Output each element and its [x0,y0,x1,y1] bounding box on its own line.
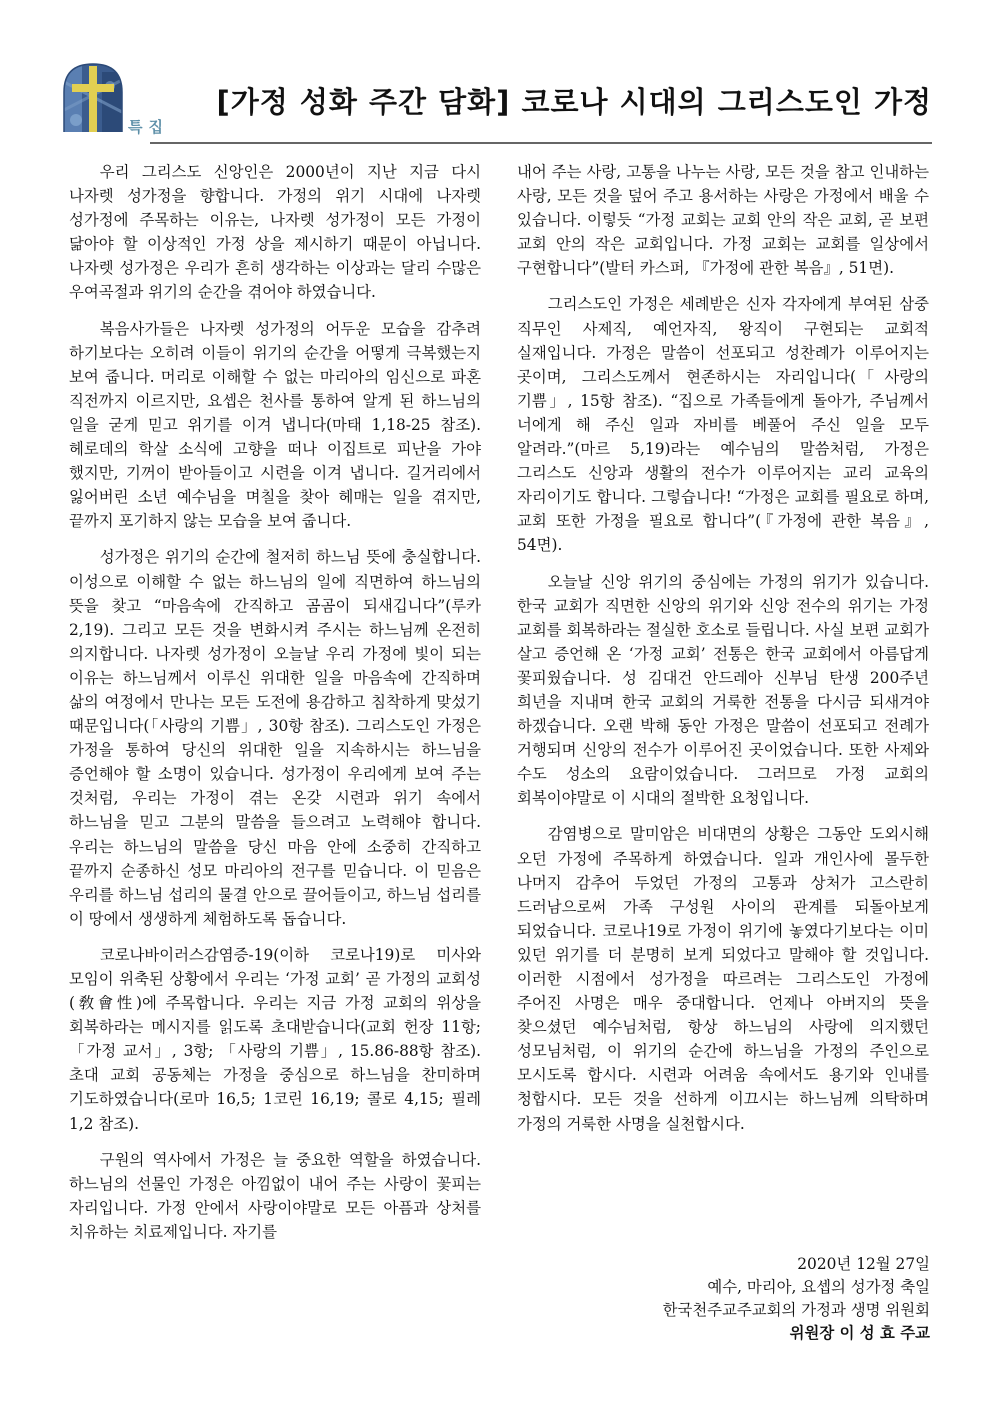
page-title: [가정 성화 주간 담화] 코로나 시대의 그리스도인 가정 [216,85,932,119]
paragraph: 성가정은 위기의 순간에 철저히 하느님 뜻에 충실합니다. 이성으로 이해할 수 없는 하느님의 일에 직면하여 하느님의 뜻을 찾고 “마음속에 간직하고 곰곰이 되새깁니다”(루카 2,19). 그리고 모든 것을 변화시켜 주시는 하느님께 온전히 의지합니다. 나자렛 성가정이 오늘날 우리 가정에 빛이 되는 이유는 하느님께서 이루신 위대한 일을 마음속에 간직하며 삶의 여정에서 만나는 모든 도전에 용감하고 침착하게 맞섰기 때문입니다(「사랑의 기쁨」, 30항 참조). 그리스도인 가정은 가정을 통하여 당신의 위대한 일을 지속하시는 하느님을 증언해야 할 소명이 있습니다. 성가정이 우리에게 보여 주는 것처럼, 우리는 가정이 겪는 온갖 시련과 위기 속에서 하느님을 믿고 그분의 말씀을 들으려고 노력해야 합니다. 우리는 하느님의 말씀을 당신 마음 안에 소중히 간직하고 끝까지 순종하신 성모 마리아의 전구를 믿습니다. 이 믿음은 우리를 하느님 섭리의 물결 안으로 끌어들이고, 하느님 섭리를 이 땅에서 생생하게 체험하도록 돕습니다. [69,548,481,928]
paragraph-continuation: 내어 주는 사랑, 고통을 나누는 사랑, 모든 것을 참고 인내하는 사랑, 모든 것을 덮어 주고 용서하는 사랑은 가정에서 배울 수 있습니다. 이렇듯 “가정 교회는 교회 안의 작은 교회, 곧 보편 교회 안의 작은 교회입니다. 가정 교회는 교회를 일상에서 구현합니다”(발터 카스퍼, 『가정에 관한 복음』, 51면). [517,163,929,278]
signature-feast: 예수, 마리아, 요셉의 성가정 축일 [707,1278,930,1296]
signature-block [663,1253,930,1345]
page-header [62,62,932,152]
signature-committee: 한국천주교주교회의 가정과 생명 위원회 [662,1301,930,1319]
article-body [69,152,929,1252]
title-divider [150,142,932,144]
right-column [517,160,929,1148]
paragraph: 구원의 역사에서 가정은 늘 중요한 역할을 하였습니다. 하느님의 선물인 가정은 아낌없이 내어 주는 사랑이 꽃피는 자리입니다. 가정 안에서 사랑이야말로 모든 아픔과 상처를 치유하는 치료제입니다. 자기를 [69,1150,481,1241]
left-column [69,160,481,1256]
signature-signer: 위원장 이 성 효 주교 [789,1324,930,1342]
paragraph: 코로나바이러스감염증-19(이하 코로나19)로 미사와 모임이 위축된 상황에서 우리는 ‘가정 교회’ 곧 가정의 교회성(敎會性)에 주목합니다. 우리는 지금 가정 교회의 위상을 회복하라는 메시지를 읽도록 초대받습니다(교회 헌장 11항; 「가정 교서」, 3항; 「사랑의 기쁨」, 15.86-88항 참조). 초대 교회 공동체는 가정을 중심으로 하느님을 찬미하며 기도하였습니다(로마 16,5; 1코린 16,19; 콜로 4,15; 필레 1,2 참조). [69,945,481,1133]
paragraph: 그리스도인 가정은 세례받은 신자 각자에게 부여된 삼중 직무인 사제직, 예언자직, 왕직이 구현되는 교회적 실재입니다. 가정은 말씀이 선포되고 성찬례가 이루어지는 곳이며, 그리스도께서 현존하시는 자리입니다(「사랑의 기쁨」, 15항 참조). “집으로 가족들에게 돌아가, 주님께서 너에게 해 주신 일과 자비를 베풀어 주신 일을 모두 알려라.”(마르 5,19)라는 예수님의 말씀처럼, 가정은 그리스도 신앙과 생활의 전수가 이루어지는 교리 교육의 자리이기도 합니다. 그렇습니다! “가정은 교회를 필요로 하며, 교회 또한 가정을 필요로 합니다”(『가정에 관한 복음』, 54면). [517,295,929,555]
paragraph: 오늘날 신앙 위기의 중심에는 가정의 위기가 있습니다. 한국 교회가 직면한 신앙의 위기와 신앙 전수의 위기는 가정 교회를 회복하라는 절실한 호소로 들립니다. 사실 보편 교회가 살고 증언해 온 ‘가정 교회’ 전통은 한국 교회에서 아름답게 꽃피웠습니다. 성 김대건 안드레아 신부님 탄생 200주년 희년을 지내며 한국 교회의 거룩한 전통을 다시금 되새겨야 하겠습니다. 오랜 박해 동안 가정은 말씀이 선포되고 전례가 거행되며 신앙의 전수가 이루어진 곳이었습니다. 또한 사제와 수도 성소의 요람이었습니다. 그러므로 가정 교회의 회복이야말로 이 시대의 절박한 요청입니다. [517,572,929,808]
paragraph: 감염병으로 말미암은 비대면의 상황은 그동안 도외시해 오던 가정에 주목하게 하였습니다. 일과 개인사에 몰두한 나머지 감추어 두었던 가정의 고통과 상처가 고스란히 드러남으로써 가족 구성원 사이의 관계를 되돌아보게 되었습니다. 코로나19로 가정이 위기에 놓였다기보다는 이미 있던 위기를 더 분명히 보게 되었다고 말해야 할 것입니다. 이러한 시점에서 성가정을 따르려는 그리스도인 가정에 주어진 사명은 매우 중대합니다. 언제나 아버지의 뜻을 찾으셨던 예수님처럼, 항상 하느님의 사랑에 의지했던 성모님처럼, 이 위기의 순간에 하느님을 가정의 주인으로 모시도록 합시다. 시련과 어려움 속에서도 용기와 인내를 청합시다. 모든 것을 선하게 이끄시는 하느님께 의탁하며 가정의 거룩한 사명을 실천합시다. [517,825,929,1133]
signature-date: 2020년 12월 27일 [797,1255,930,1273]
paragraph: 우리 그리스도 신앙인은 2000년이 지난 지금 다시 나자렛 성가정을 향합니다. 가정의 위기 시대에 나자렛 성가정에 주목하는 이유는, 나자렛 성가정이 모든 가정이 닮아야 할 이상적인 가정 상을 제시하기 때문이 아닙니다. 나자렛 성가정은 우리가 흔히 생각하는 이상과는 달리 수많은 우여곡절과 위기의 순간을 겪어야 하였습니다. [69,163,481,302]
paragraph: 복음사가들은 나자렛 성가정의 어두운 모습을 감추려 하기보다는 오히려 이들이 위기의 순간을 어떻게 극복했는지 보여 줍니다. 머리로 이해할 수 없는 마리아의 임신으로 파혼 직전까지 이르지만, 요셉은 천사를 통하여 알게 된 하느님의 일을 굳게 믿고 위기를 이겨 냅니다(마태 1,18-25 참조). 헤로데의 학살 소식에 고향을 떠나 이집트로 피난을 가야 했지만, 기꺼이 받아들이고 시련을 이겨 냅니다. 길거리에서 잃어버린 소년 예수님을 며칠을 찾아 헤매는 일을 겪지만, 끝까지 포기하지 않는 모습을 보여 줍니다. [69,319,481,531]
section-label: 특집 [128,118,169,136]
